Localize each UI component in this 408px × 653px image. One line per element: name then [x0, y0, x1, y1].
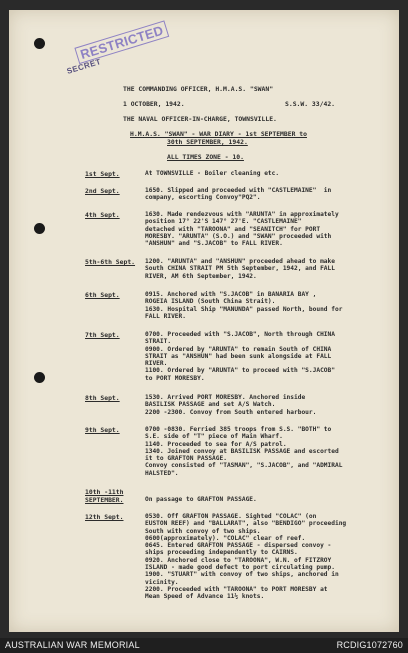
entry-text: 1530. Arrived PORT MORESBY. Anchored inside BASILISK PASSAGE and set A/S Watch. 2200 -2300. Convoy from South entered harbour.	[145, 394, 317, 416]
diary-title-line1: H.M.A.S. "SWAN" - WAR DIARY - 1st SEPTEMBER to	[130, 130, 307, 138]
entry-date: 6th Sept.	[85, 291, 120, 299]
entry-text: 1630. Made rendezvous with "ARUNTA" in approximately position 17° 22'S 147° 27'E. "CASTLEMAINE" detached with "TAROONA" and "SEANITCH" for PORT MORESBY. "ARUNTA" (S.O.) and "SWAN" proceeded with "ANSHUN" and "S.JACOB" to FALL RIVER.	[145, 211, 339, 248]
entry-text: 1650. Slipped and proceeded with "CASTLEMAINE" in company, escorting Convoy"PQ2".	[145, 187, 332, 202]
punch-hole	[34, 38, 45, 49]
header-recipient: THE NAVAL OFFICER-IN-CHARGE, TOWNSVILLE.	[123, 115, 277, 123]
header-reference: S.S.W. 33/42.	[285, 100, 336, 108]
header-date: 1 OCTOBER, 1942.	[123, 100, 185, 108]
entry-date: 12th Sept.	[85, 513, 124, 521]
header-to-line: THE COMMANDING OFFICER, H.M.A.S. "SWAN"	[123, 85, 274, 93]
entry-text: 0700. Proceeded with "S.JACOB", North through CHINA STRAIT. 0900. Ordered by "ARUNTA" to remain South of CHINA STRAIT as "ANSHUN" had been sunk alongside at FALL RIVER. 1100. Ordered by "ARUNTA" to proceed with "S.JACOB" to PORT MORESBY.	[145, 331, 335, 382]
secret-stamp-text: SECRET	[65, 56, 103, 76]
document-page	[9, 10, 399, 632]
punch-hole	[34, 223, 45, 234]
entry-date: 8th Sept.	[85, 394, 120, 402]
archive-footer	[0, 638, 408, 653]
entry-text: On passage to GRAFTON PASSAGE.	[145, 496, 257, 503]
entry-date: 4th Sept.	[85, 211, 120, 219]
entry-date: 5th-6th Sept.	[85, 258, 136, 266]
footer-institution: AUSTRALIAN WAR MEMORIAL	[5, 640, 140, 650]
entry-date: 2nd Sept.	[85, 187, 120, 195]
entry-date: 1st Sept.	[85, 170, 120, 178]
footer-record-id: RCDIG1072760	[336, 640, 403, 650]
diary-title-line2: 30th SEPTEMBER, 1942.	[167, 138, 248, 146]
restricted-stamp-text: RESTRICTED	[74, 20, 169, 64]
punch-hole	[34, 372, 45, 383]
entry-text: 0915. Anchored with "S.JACOB" in BANARIA BAY , ROGEIA ISLAND (South China Strait). 1630. Hospital Ship "MANUNDA" passed North, bound for FALL RIVER.	[145, 291, 343, 320]
time-zone-note: ALL TIMES ZONE - 10.	[167, 153, 244, 161]
entry-text: 0700 -0830. Ferried 385 troops from S.S. "BOTH" to S.E. side of "T" piece of Main Wharf. 1140. Proceeded to sea for A/S patrol. 1340. Joined convoy at BASILISK PASSAGE and escorted it to GRAFTON PASSAGE. Convoy consisted of "TASMAN", "S.JACOB", and "ADMIRAL HALSTED".	[145, 426, 343, 477]
entry-date: 10th -11th SEPTEMBER.	[85, 488, 124, 504]
entry-date: 9th Sept.	[85, 426, 120, 434]
entry-date: 7th Sept.	[85, 331, 120, 339]
entry-text: 1200. "ARUNTA" and "ANSHUN" proceeded ahead to make South CHINA STRAIT PM 5th September, 1942, and FALL RIVER, AM 6th September, 1942.	[145, 258, 335, 280]
entry-text: At TOWNSVILLE - Boiler cleaning etc.	[145, 170, 280, 177]
entry-text: 0530. Off GRAFTON PASSAGE. Sighted "COLAC" (on EUSTON REEF) and "BALLARAT", also "BENDIGO" proceeding South with convoy of two ships. 0600(approximately). "COLAC" clear of reef. 0645. Entered GRAFTON PASSAGE - dispersed convoy - ships proceeding independently to CAIRNS. 0920. Anchored close to "TAROONA", W.N. of FITZROY ISLAND - made good defect to port circulating pump. 1900. "STUART" with convoy of two ships, anchored in vicinity. 2200. Proceeded with "TAROONA" to PORT MORESBY at Mean Speed of Advance 11½ knots.	[145, 513, 347, 601]
